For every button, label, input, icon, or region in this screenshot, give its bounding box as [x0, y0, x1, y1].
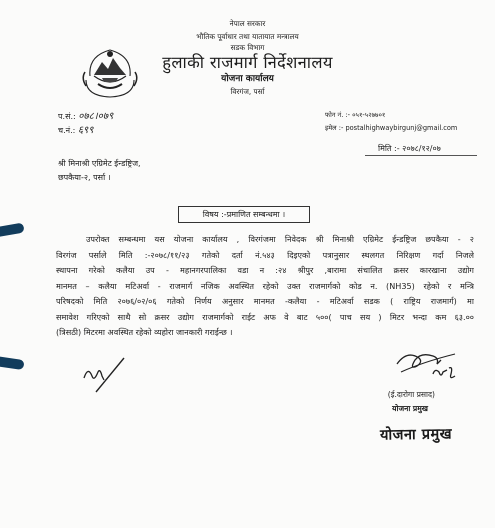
office-location: विरगंज, पर्सा — [230, 87, 265, 96]
office-phone: फोन नं. :- ०५१-५२७७०१ — [325, 111, 386, 119]
body-line: समावेश गरिएको साथै सो क्रसर उद्योग राजमार्गको राईट अफ वे बाट ५००( पाच सय ) मिटर भन्दा कम ६३.०० — [56, 311, 474, 322]
dispatch-number — [58, 126, 93, 136]
initial-signature-icon — [80, 356, 128, 394]
body-line: उपरोक्त सम्बन्धमा यस योजना कार्यालय , विरगंजमा निवेदक श्री मिनाश्री एग्रिमेट ईन्डष्ट्रिज छपकैया - २ — [86, 234, 474, 244]
signatory-name: (ई.दारोगा प्रसाद) — [387, 390, 435, 399]
signatory-role: योजना प्रमुख — [392, 404, 428, 413]
directorate-heading: हुलाकी राजमार्ग निर्देशनालय — [162, 53, 333, 72]
body-line: स्थापना गरेको कलैया उप - महानगरपालिका वडा न :२४ श्रीपुर ,बारामा संचालित क्रसर कारखाना उद्योग — [56, 265, 474, 275]
letter-date: मिति :- २०७८/१२/०७ — [378, 144, 441, 153]
cn-value: ६९९ — [77, 125, 94, 136]
government-title: नेपाल सरकार — [229, 19, 266, 28]
subject-box: विषय :-प्रमाणित सम्बन्धमा । — [178, 206, 310, 223]
letter-body — [56, 232, 474, 341]
date-underline — [365, 155, 477, 156]
body-line: परिषदको मिति २०७६/०२/०६ गतेको निर्णय अनुसार मानमत -कलैया - मटिअर्वा सडक ( राष्ट्रिय राजमार्ग) मा — [56, 296, 474, 306]
official-stamp: योजना प्रमुख — [379, 426, 453, 444]
recipient-name: श्री मिनाश्री एग्रिमेट ईन्डष्ट्रिज, — [58, 159, 141, 168]
ps-value: ०७८।०७९ — [78, 111, 114, 122]
ps-label: प.सं.: — [58, 112, 76, 121]
recipient-address: छपकैया-२, पर्सा । — [58, 173, 111, 182]
ministry-title: भौतिक पूर्वाधार तथा यातायात मन्त्रालय — [196, 32, 299, 41]
body-line: विरगंज पर्साले मिति :-२०७८/११/२३ गतेको दर्ता नं.५४३ दिइएको पत्रानुसार स्थलगत निरिक्षण गर्दा निजले — [56, 249, 474, 260]
body-line: मानमत – कलैया मटिअर्वा - राजमार्ग नजिक अवस्थित रहेको उक्त राजमार्गको कोड न. (NH35) रहेको र मन्त्रि — [56, 280, 474, 291]
department-title: सडक विभाग — [230, 43, 265, 52]
body-line: (त्रिसठी) मिटरमा अवस्थित रहेको व्यहोरा जानकारी गराईन्छ । — [56, 327, 233, 337]
binder-tag-top — [0, 222, 25, 237]
office-title: योजना कार्यालय — [221, 74, 274, 84]
cn-label: च.नं.: — [58, 126, 76, 135]
office-email: इमेल :- postalhighwaybirgunj@gmail.com — [325, 124, 458, 132]
binder-tag-bottom — [0, 356, 25, 370]
reference-number — [58, 112, 113, 122]
officer-signature-icon — [393, 342, 463, 386]
